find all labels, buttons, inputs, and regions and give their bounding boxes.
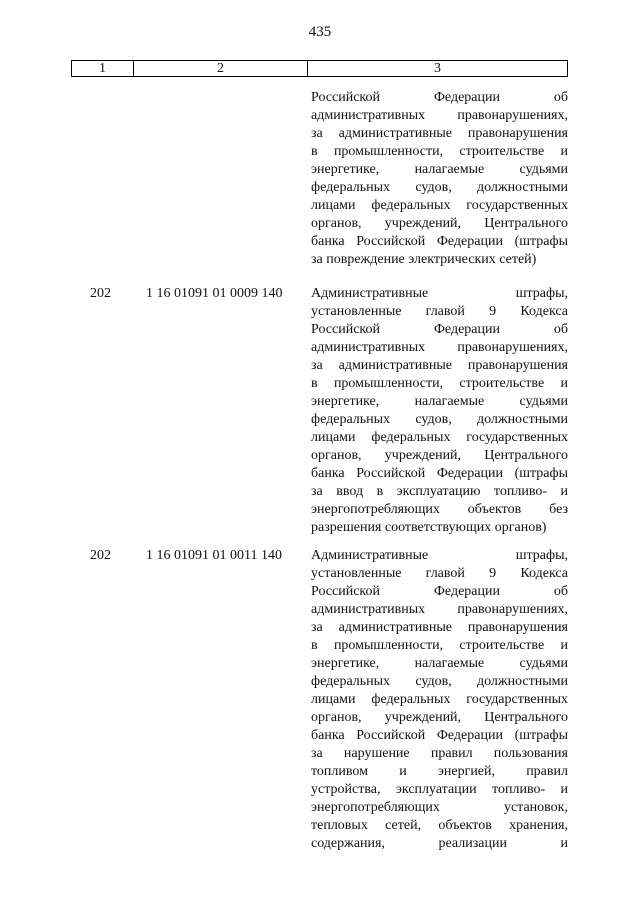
description-line: органов, учреждений, Центрального: [311, 216, 568, 231]
description-line: топливом и энергией, правил: [311, 764, 568, 779]
description-line: федеральных судов, должностными: [311, 674, 568, 689]
description-line: за нарушение правил пользования: [311, 746, 568, 761]
description-line: за ввод в эксплуатацию топливо- и: [311, 484, 568, 499]
description-line: устройства, эксплуатации топливо- и: [311, 782, 568, 797]
description-line: энергопотребляющих установок,: [311, 800, 568, 815]
description-line: административных правонарушениях,: [311, 602, 568, 617]
description-line: энергопотребляющих объектов без: [311, 502, 568, 517]
description-line: органов, учреждений, Центрального: [311, 710, 568, 725]
description-line: банка Российской Федерации (штрафы: [311, 234, 568, 249]
entry-kbk: 1 16 01091 01 0009 140: [146, 286, 283, 301]
description-line: в промышленности, строительстве и: [311, 144, 568, 159]
entry-code: 202: [90, 548, 111, 563]
entry-description: [311, 285, 568, 537]
description-line: за административные правонарушения: [311, 358, 568, 373]
description-line: установленные главой 9 Кодекса: [311, 304, 568, 319]
description-line: Административные штрафы,: [311, 548, 568, 563]
description-line: энергетике, налагаемые судьями: [311, 162, 568, 177]
entry-kbk: 1 16 01091 01 0011 140: [146, 548, 282, 563]
description-line: в промышленности, строительстве и: [311, 638, 568, 653]
description-line: федеральных судов, должностными: [311, 180, 568, 195]
description-line: за административные правонарушения: [311, 126, 568, 141]
page-number: 435: [308, 24, 332, 40]
entry-description: [311, 547, 568, 853]
description-line: банка Российской Федерации (штрафы: [311, 466, 568, 481]
description-line: энергетике, налагаемые судьями: [311, 656, 568, 671]
description-line: за повреждение электрических сетей): [311, 252, 537, 267]
description-line: за административные правонарушения: [311, 620, 568, 635]
description-line: органов, учреждений, Центрального: [311, 448, 568, 463]
description-line: Российской Федерации об: [311, 584, 568, 599]
description-line: федеральных судов, должностными: [311, 412, 568, 427]
description-line: банка Российской Федерации (штрафы: [311, 728, 568, 743]
entry-code: 202: [90, 286, 111, 301]
table-header: [71, 60, 568, 77]
header-col-2: 2: [134, 61, 308, 76]
description-line: Российской Федерации об: [311, 322, 568, 337]
description-line: лицами федеральных государственных: [311, 198, 568, 213]
description-line: тепловых сетей, объектов хранения,: [311, 818, 568, 833]
description-line: разрешения соответствующих органов): [311, 520, 547, 535]
description-line: административных правонарушениях,: [311, 340, 568, 355]
description-line: энергетике, налагаемые судьями: [311, 394, 568, 409]
header-col-3: 3: [434, 61, 441, 76]
description-line: административных правонарушениях,: [311, 108, 568, 123]
description-line: в промышленности, строительстве и: [311, 376, 568, 391]
description-line: установленные главой 9 Кодекса: [311, 566, 568, 581]
description-line: Административные штрафы,: [311, 286, 568, 301]
description-line: Российской Федерации об: [311, 90, 568, 105]
header-col-1: 1: [72, 61, 134, 76]
description-line: лицами федеральных государственных: [311, 692, 568, 707]
continuation-description: [311, 89, 568, 269]
description-line: лицами федеральных государственных: [311, 430, 568, 445]
description-line: содержания, реализации и: [311, 836, 568, 851]
